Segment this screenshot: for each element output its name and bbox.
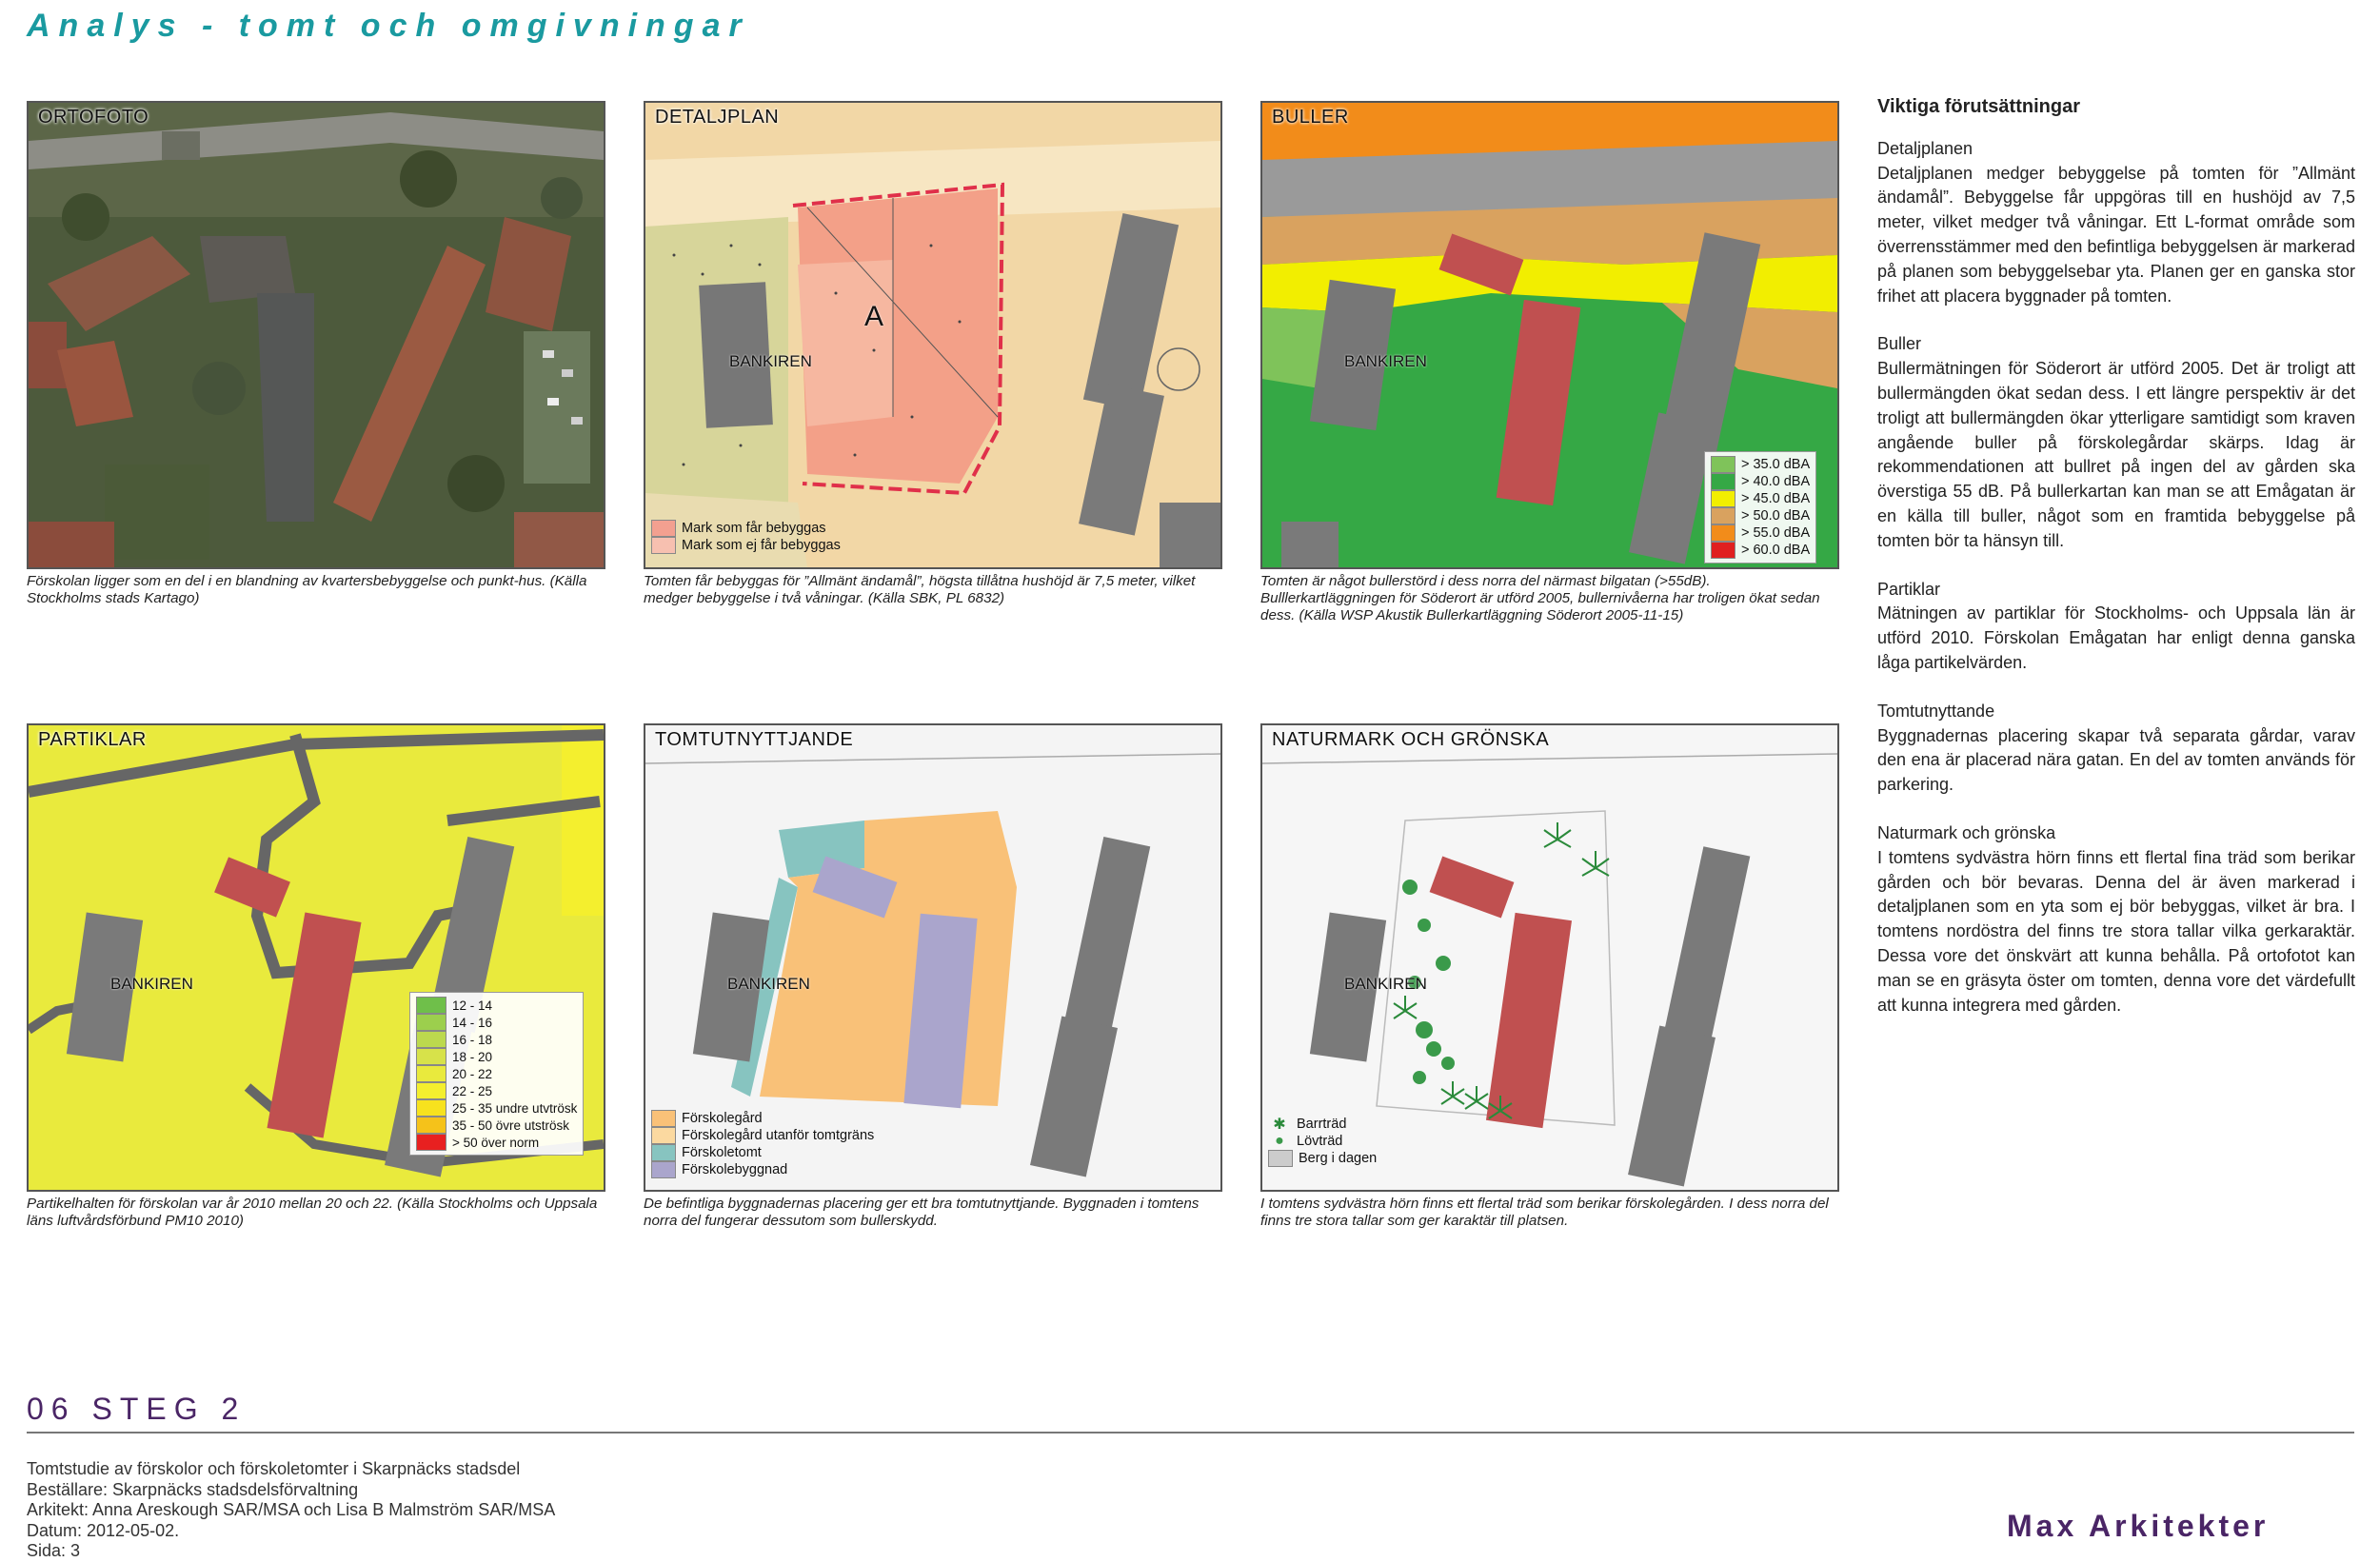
legend-item: 14 - 16 [416,1014,577,1031]
ortofoto-image [29,103,604,567]
legend-item: 12 - 14 [416,997,577,1014]
legend-item: > 50.0 dBA [1711,507,1810,524]
map-place-label: BANKIREN [727,975,810,993]
legend-item: > 45.0 dBA [1711,490,1810,507]
footer-line: Beställare: Skarpnäcks stadsdelsförvaltning [27,1479,359,1499]
panel-label: DETALJPLAN [655,107,780,128]
legend-item: > 60.0 dBA [1711,542,1810,559]
legend-item: 35 - 50 övre utströsk [416,1117,577,1134]
map-place-label: BANKIREN [1344,975,1427,993]
tomtutnyttjande-caption: De befintliga byggnadernas placering ger ett bra tomtutnyttjande. Byggnaden i tomtens norra del fungerar dessutom som bullerskydd. [644,1196,1200,1229]
sidebar-section [1877,332,2355,553]
legend-item: Förskoletomt [651,1144,874,1161]
brand-name: Max Arkitekter [2007,1509,2270,1543]
legend-item: Förskolegård utanför tomtgräns [651,1127,874,1144]
legend-item: > 55.0 dBA [1711,524,1810,542]
plan-letter: A [864,301,884,332]
conifer-icon: ✱ [1273,1117,1286,1133]
footer-line: Tomtstudie av förskolor och förskoletomter i Skarpnäcks stadsdel [27,1459,521,1478]
sidebar-text [1877,95,2355,1041]
naturmark-legend [1268,1116,1377,1167]
naturmark-panel [1260,723,1839,1192]
legend-item: Mark som ej får bebyggas [651,537,841,554]
tomtutnyttjande-legend [651,1110,874,1178]
section-title: Buller [1877,334,1922,354]
legend-item: ● Lövträd [1268,1133,1377,1150]
sidebar-heading: Viktiga förutsättningar [1877,96,2080,117]
naturmark-caption: I tomtens sydvästra hörn finns ett flertal träd som berikar förskolegården. I dess norra del finns tre stora tallar som ger karaktär till platsen. [1260,1196,1829,1229]
buller-panel [1260,101,1839,569]
detaljplan-caption: Tomten får bebyggas för ”Allmänt ändamål”, högsta tillåtna hushöjd är 7,5 meter, vilket medger bebyggelse i två våningar. (Källa SBK, PL 6832) [644,573,1196,606]
panel-label: NATURMARK OCH GRÖNSKA [1272,729,1550,750]
section-title: Tomtutnyttande [1877,701,1995,721]
legend-item: 16 - 18 [416,1031,577,1048]
footer-line: Datum: 2012-05-02. [27,1520,180,1540]
legend-item: Berg i dagen [1268,1150,1377,1167]
legend-item: 22 - 25 [416,1082,577,1099]
section-text: Detaljplanen medger bebyggelse på tomten för ”Allmänt ändamål”. Bebyggelse får uppgöras till en hushöjd av 7,5 meter, vilket medger två våningar. Ett L-format område som överrensstämmer med den befintliga bebyggelsen är markerad på planen som bebyggelsebar yta. Planen ger en ganska stor frihet att placera byggnader på tomten. [1877,163,2355,306]
divider [27,1432,2354,1433]
section-title: Naturmark och grönska [1877,822,2056,842]
footer-line: Arkitekt: Anna Areskough SAR/MSA och Lisa B Malmström SAR/MSA [27,1500,556,1519]
detaljplan-legend [651,520,841,554]
legend-item: Förskolegård [651,1110,874,1127]
sidebar-section [1877,578,2355,676]
panel-label: TOMTUTNYTTJANDE [655,729,854,750]
detaljplan-panel [644,101,1222,569]
ortofoto-caption: Förskolan ligger som en del i en blandning av kvartersbebyggelse och punkt-hus. (Källa Stockholms stads Kartago) [27,573,587,606]
legend-item: 18 - 20 [416,1048,577,1065]
legend-item: Mark som får bebyggas [651,520,841,537]
panel-label: BULLER [1272,107,1349,128]
legend-item: > 35.0 dBA [1711,456,1810,473]
tomtutnyttjande-panel [644,723,1222,1192]
legend-item: > 40.0 dBA [1711,473,1810,490]
section-title: Detaljplanen [1877,138,1973,158]
sidebar-section [1877,137,2355,309]
partiklar-panel [27,723,605,1192]
section-title: Partiklar [1877,579,1941,599]
sidebar-section [1877,700,2355,798]
legend-swatch [651,537,676,554]
legend-swatch [651,520,676,537]
legend-item: Förskolebyggnad [651,1161,874,1178]
page-title: Analys - tomt och omgivningar [27,8,750,44]
detaljplan-map [645,103,1220,567]
ortofoto-panel [27,101,605,569]
map-place-label: BANKIREN [110,975,193,993]
section-text: Bullermätningen för Söderort är utförd 2005. Det är troligt att bullermängden ökat sedan dess. I ett längre perspektiv är det troligt att bullermängden ökar ytterligare samtidigt som kraven angående buller på förskolegårdar skärps. Idag är rekommendationen att bullret på ingen del av gården ska överstiga 55 dB. På bullerkartan kan man se att Emågatan är en källa till buller, något som en framtida bebyggelse på tomten bör ta hänsyn till. [1877,359,2355,550]
panel-label: ORTOFOTO [38,107,149,128]
section-text: I tomtens sydvästra hörn finns ett flertal fina träd som berikar gården och bör bevaras. Denna del är även markerad i detaljplanen som en yta som ej bör bebyggas, vilket är bra. I tomtens nordöstra del finns tre stora tallar vilka gerkaraktär. Dessa vore det önskvärt att kunna behålla. På ortofotot kan man se en gräsyta öster om tomten, denna vore det värdefullt att kunna integrera med gården. [1877,847,2355,1015]
legend-item: 25 - 35 undre utvtrösk [416,1099,577,1117]
legend-item: 20 - 22 [416,1065,577,1082]
partiklar-legend [409,992,584,1156]
sidebar-section [1877,821,2355,1018]
map-place-label: BANKIREN [729,352,812,370]
section-text: Mätningen av partiklar för Stockholms- och Uppsala län är utförd 2010. Förskolan Emågatan har enligt denna ganska låga partikelvärden. [1877,603,2355,672]
footer-info [27,1459,555,1562]
map-place-label: BANKIREN [1344,352,1427,370]
step-heading: 06 STEG 2 [27,1392,247,1426]
partiklar-caption: Partikelhalten för förskolan var år 2010 mellan 20 och 22. (Källa Stockholms och Uppsala läns luftvårdsförbund PM10 2010) [27,1196,598,1229]
buller-legend [1704,451,1816,564]
footer-line: Sida: 3 [27,1541,81,1560]
deciduous-tree-icon: ● [1275,1133,1284,1149]
legend-item: ✱ Barrträd [1268,1116,1377,1133]
panel-label: PARTIKLAR [38,729,147,750]
section-text: Byggnadernas placering skapar två separata gårdar, varav den ena är placerad nära gatan. En del av tomten används för parkering. [1877,725,2355,795]
buller-caption: Tomten är något bullerstörd i dess norra del närmast bilgatan (>55dB). Bulllerkartläggningen för Söderort är utförd 2005, bullernivåerna har troligen ökat sedan dess. (Källa WSP Akustik Bullerkartläggning Söderort 2005-11-15) [1260,573,1820,623]
legend-item: > 50 över norm [416,1134,577,1151]
